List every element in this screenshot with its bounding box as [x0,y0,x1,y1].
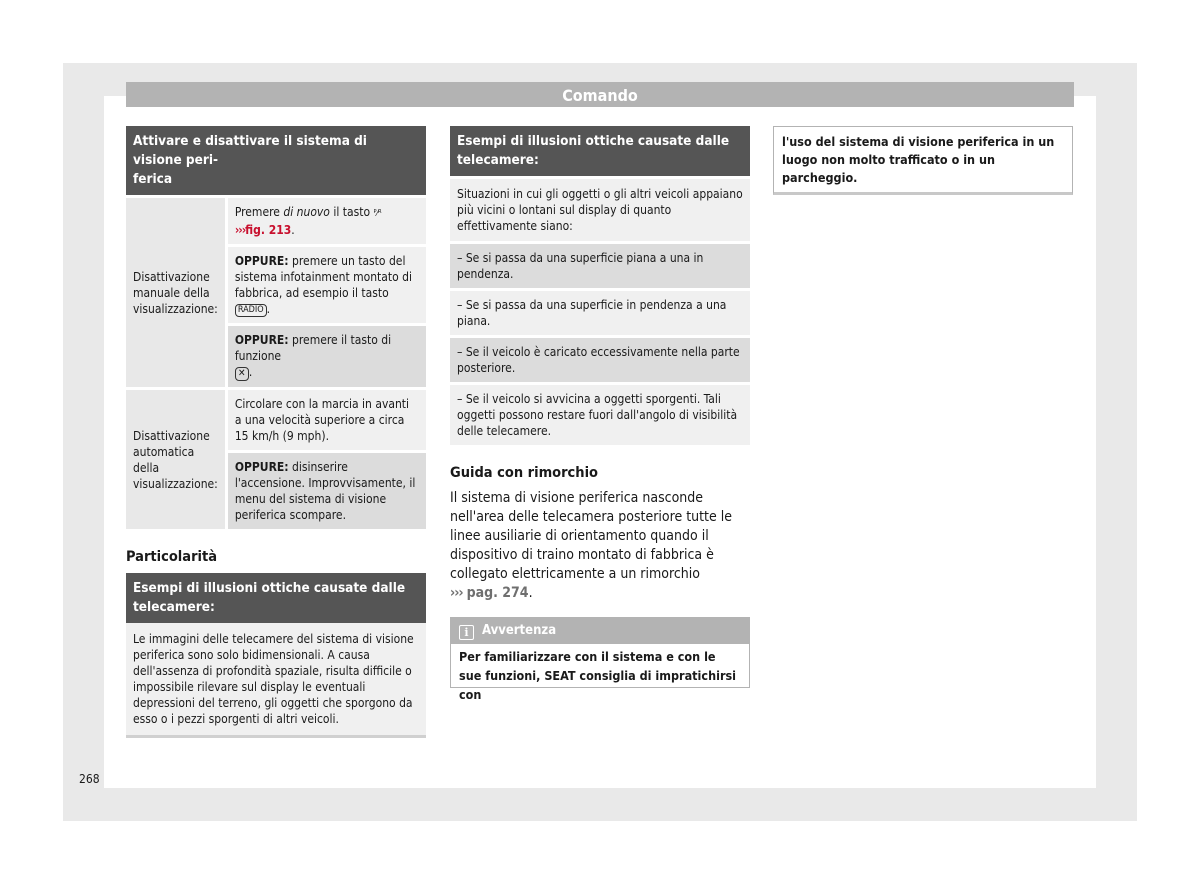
table-cell: Premere di nuovo il tasto ᴾ⁄ᴿ ›››fig. 213. [226,197,426,246]
list-item: – Se il veicolo è caricato eccessivamente nella parte posteriore. [450,338,750,382]
table-title [126,126,426,195]
column-3 [773,126,1073,195]
list-item: – Se si passa da una superficie piana a una in pendenza. [450,244,750,288]
warning-title: Avvertenza [482,623,557,638]
table-row [126,389,426,452]
close-function-key-icon: ✕ [235,367,249,381]
row-label-manual: Disattivazione manuale della visualizzazione: [126,197,226,389]
list-item: – Se si passa da una superficie in pendenza a una piana. [450,291,750,335]
reference-arrow: ››› [450,585,463,601]
reference-arrow: ››› [234,223,246,237]
trailer-paragraph: Il sistema di visione periferica nasconde nell'area delle telecamera posteriore tutte le linee ausiliarie di orientamento quando il dispositivo di traino montato di fabbrica è collegato elettricamente a un rimorchio ››› pag. 274. [450,490,732,601]
radio-key-icon: RADIO [235,304,267,317]
table-cell: OPPURE: disinserire l'accensione. Improvvisamente, il menu del sistema di visione periferica scompare. [226,452,426,530]
table-title-line-1: Attivare e disattivare il sistema di visione peri- [133,133,367,168]
illusion-intro: Situazioni in cui gli oggetti o gli altri veicoli appaiano più vicini o lontani sul display di quanto effettivamente siano: [450,179,750,241]
illusion-box-title: Esempi di illusioni ottiche causate dalle telecamere: [126,573,426,623]
illusion-examples-title: Esempi di illusioni ottiche causate dalle telecamere: [450,126,750,176]
chapter-header: Comando [126,82,1074,107]
list-item: – Se il veicolo si avvicina a oggetti sporgenti. Tali oggetti possono restare fuori dall'angolo di visibilità delle telecamere. [450,385,750,445]
warning-header [451,618,749,644]
warning-text: Per familiarizzare con il sistema e con le sue funzioni, SEAT consiglia di impratichirsi con [459,649,737,702]
info-icon: i [459,625,474,640]
column-2 [450,126,750,702]
section-title-particolarita: Particolarità [126,549,218,565]
continued-warning-text: l'uso del sistema di visione periferica in un luogo non molto trafficato o in un parcheggio. [773,126,1073,195]
table-cell: OPPURE: premere un tasto del sistema infotainment montato di fabbrica, ad esempio il tasto RADIO . [226,246,426,325]
page-reference[interactable]: pag. 274 [466,585,529,601]
page-number: 268 [79,772,100,786]
activation-table [126,195,426,529]
table-row [126,197,426,246]
warning-box [450,617,750,702]
table-cell: Circolare con la marcia in avanti a una velocità superiore a circa 15 km/h (9 mph). [226,389,426,452]
table-cell: OPPURE: premere il tasto di funzione ✕ . [226,325,426,389]
column-1 [126,126,426,738]
section-title-trailer: Guida con rimorchio [450,465,599,481]
figure-reference[interactable]: fig. 213 [245,223,292,237]
table-title-line-2: ferica [133,171,173,187]
row-label-automatic: Disattivazione automatica della visualizzazione: [126,389,226,530]
illusion-box-text: Le immagini delle telecamere del sistema di visione periferica sono solo bidimensionali. A causa dell'assenza di profondità spaziale, risulta difficile o impossibile rilevare sul display le eventuali depressioni del terreno, gli oggetti che sporgono da esso o i pezzi sporgenti di altri veicoli. [126,623,426,738]
parking-camera-icon: ᴾ⁄ᴿ [373,209,382,219]
